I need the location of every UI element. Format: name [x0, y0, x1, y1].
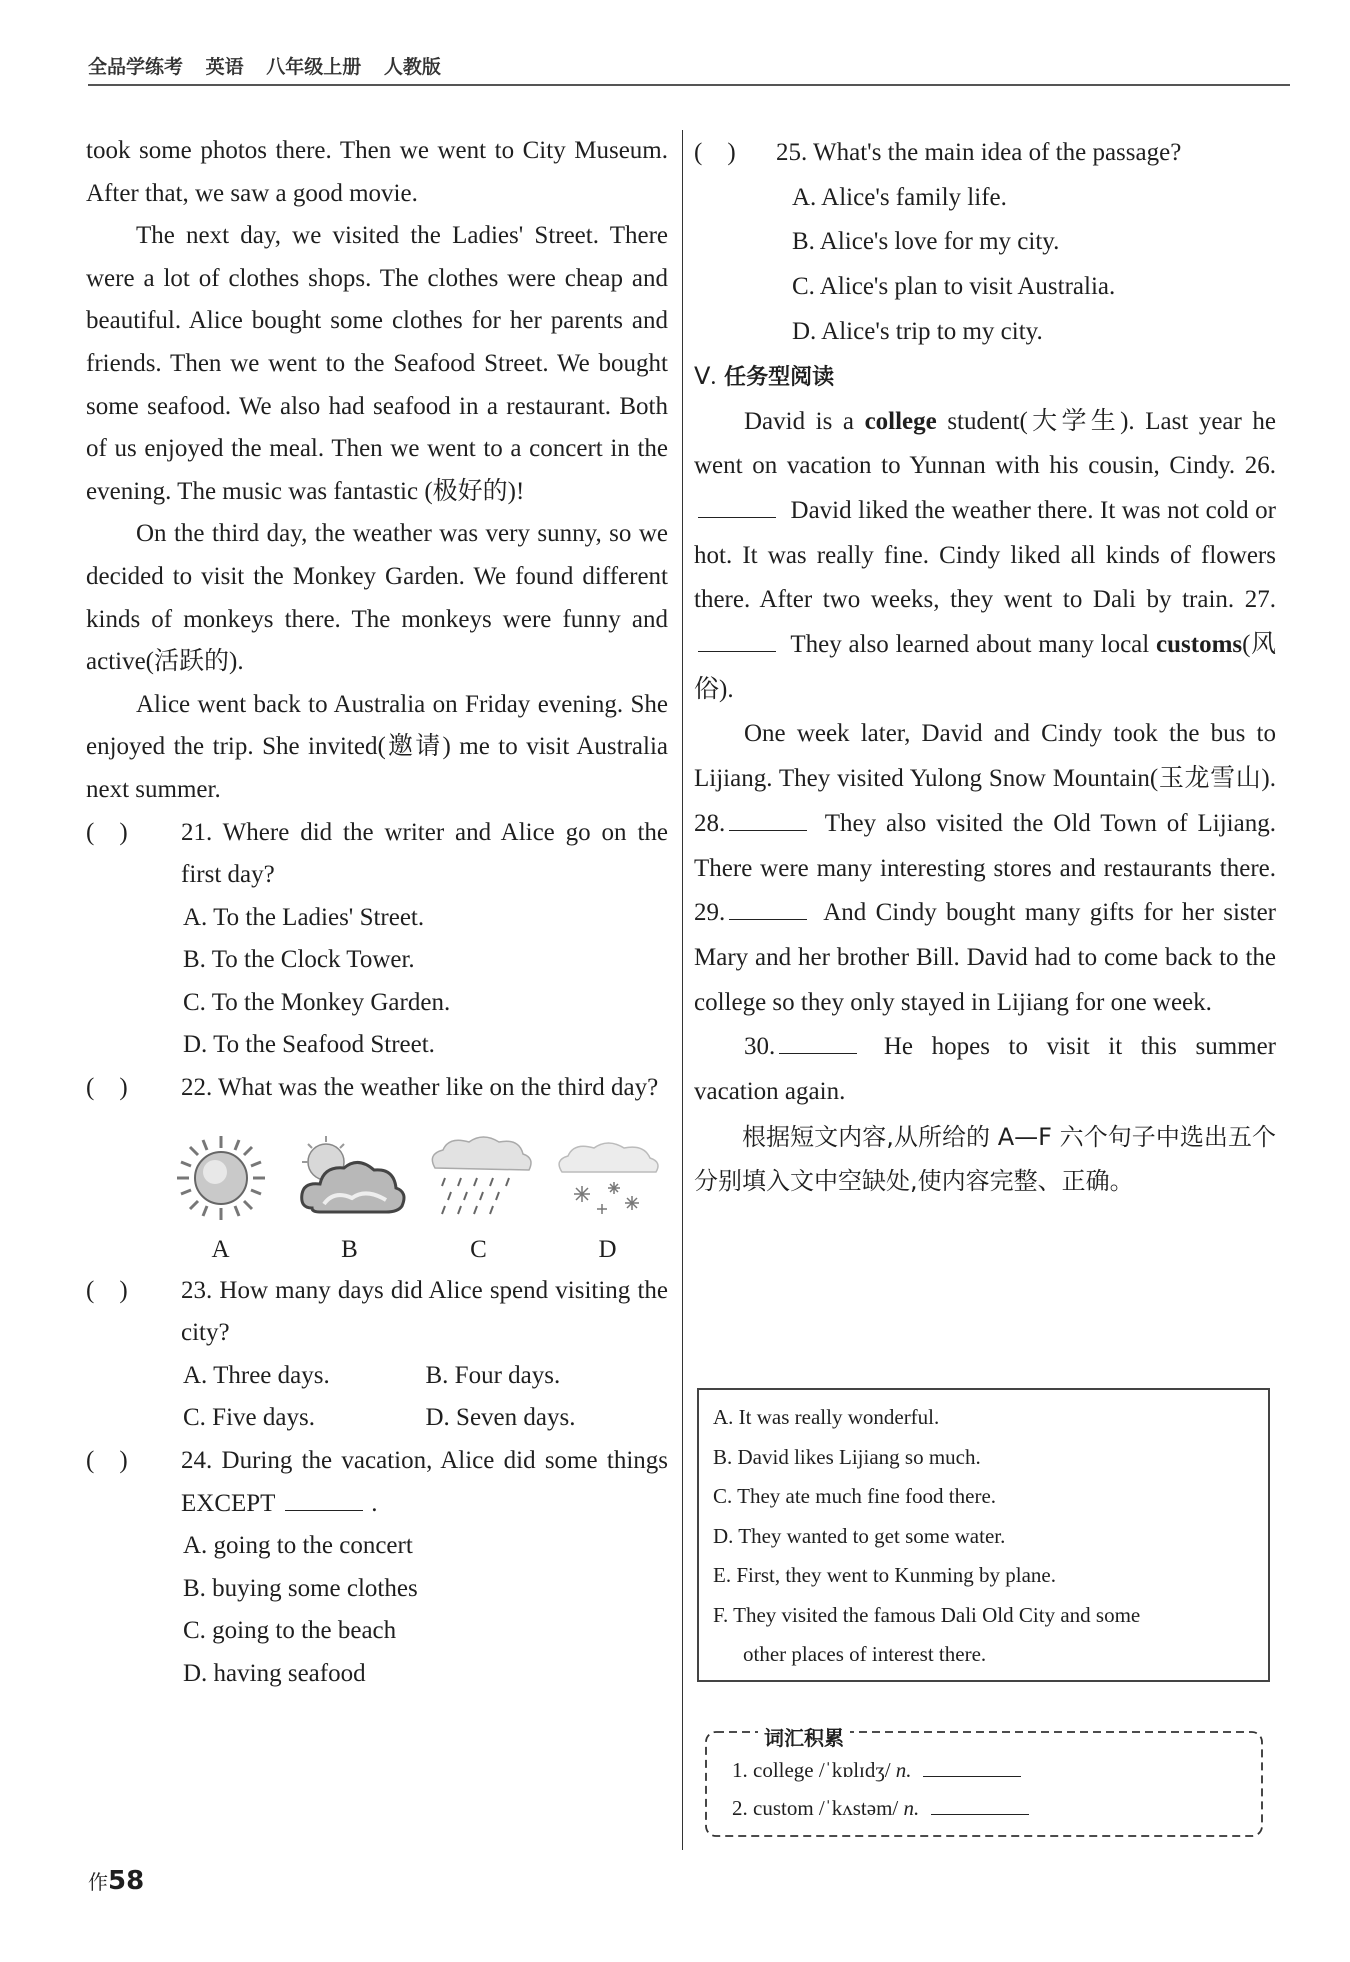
question-text [181, 1440, 668, 1525]
option-label: A [211, 1235, 230, 1263]
weather-option-b [289, 1132, 410, 1264]
blank-number: 30. [744, 1033, 776, 1061]
option-d: D. Alice's trip to my city. [792, 317, 1043, 345]
text: And Cindy bought many gifts for her sister Mary and her brother Bill. David had to come back to the college so they only stayed in Lijiang for one week. [694, 899, 1277, 1016]
answer-blank-27[interactable] [698, 629, 776, 652]
option-c: C. Alice's plan to visit Australia. [792, 273, 1116, 301]
vocabulary-box [702, 1716, 1268, 1841]
question-text-after: . [371, 1489, 378, 1517]
vocab-number: 1. [732, 1758, 748, 1782]
answer-bracket[interactable]: ( ) [86, 818, 128, 846]
question-text: 21. Where did the writer and Alice go on the first day? [181, 818, 668, 889]
vocab-pos: n. [903, 1796, 920, 1820]
question-24 [86, 1440, 668, 1525]
right-column [694, 131, 1276, 1204]
vocab-pos: n. [895, 1758, 912, 1782]
text: (风俗). [694, 631, 1276, 703]
weather-options [86, 1132, 668, 1264]
choice-e: E. First, they went to Kunming by plane. [713, 1563, 1056, 1587]
option-d: D. Seven days. [425, 1404, 576, 1432]
text: student(大学生). Last year he went on vacation to Yunnan with his cousin, Cindy. [694, 407, 1277, 480]
answer-bracket[interactable]: ( ) [86, 1447, 128, 1475]
answer-bracket[interactable]: ( ) [694, 139, 736, 166]
answer-bracket[interactable]: ( ) [86, 1074, 128, 1102]
choices-box [697, 1388, 1270, 1682]
section-heading [694, 355, 1276, 400]
header-subject: 英语 [205, 56, 244, 78]
page-number-value: 58 [108, 1866, 145, 1896]
option-a: A. Three days. [183, 1361, 330, 1389]
vocabulary-title: 词汇积累 [758, 1722, 850, 1751]
vocab-word: custom [753, 1796, 814, 1820]
text: David liked the weather there. It was not cold or hot. It was really fine. Cindy liked all kinds of flowers there. After two weeks, they went to Dali by train. [694, 496, 1277, 614]
option-b: B. buying some clothes [183, 1574, 418, 1602]
option-c: C. going to the beach [183, 1617, 397, 1645]
section-numeral: Ⅴ. [694, 363, 717, 390]
blank-number: 28. [694, 809, 726, 837]
question-text-before: 24. During the vacation, Alice did some things EXCEPT [181, 1447, 668, 1517]
task-paragraph-3 [694, 1025, 1276, 1114]
blank-number: 29. [694, 899, 726, 927]
header-divider [88, 84, 1290, 86]
text: One week later, David and Cindy took the bus to Lijiang. They visited Yulong Snow Mountain(玉龙雪山). [694, 720, 1276, 793]
text: He hopes to visit it this summer vacation again. [694, 1033, 1277, 1106]
passage-paragraph: On the third day, the weather was very sunny, so we decided to visit the Monkey Garden. We found different kinds of monkeys there. The monkeys were funny and active(活跃的). [86, 520, 668, 676]
cloudy-icon [290, 1132, 410, 1224]
choice-f: F. They visited the famous Dali Old City and some [713, 1602, 1141, 1627]
choice-b: B. David likes Lijiang so much. [713, 1444, 981, 1469]
answer-blank-29[interactable] [729, 897, 807, 920]
question-25 [694, 131, 1276, 176]
page-header [88, 52, 457, 79]
option-d: D. To the Seafood Street. [183, 1031, 435, 1059]
text: They also visited the Old Town of Lijiang. There were many interesting stores and restaurants there. [694, 809, 1276, 882]
vocab-phonetic: /ˈkʌstəm/ [818, 1796, 899, 1820]
column-divider [682, 130, 683, 1850]
vocab-answer-line[interactable] [923, 1776, 1021, 1777]
task-paragraph-2 [694, 712, 1276, 1025]
vocab-number: 2. [732, 1796, 748, 1820]
header-grade: 八年级上册 [266, 56, 362, 78]
choice-d: D. They wanted to get some water. [713, 1523, 1006, 1548]
option-a: A. Alice's family life. [792, 183, 1007, 211]
vocab-answer-line[interactable] [931, 1814, 1029, 1815]
left-column [86, 130, 668, 1696]
task-paragraph-1 [694, 400, 1276, 713]
option-d: D. having seafood [183, 1660, 366, 1687]
choice-a: A. It was really wonderful. [713, 1405, 940, 1429]
question-21 [86, 812, 668, 897]
option-a: A. going to the concert [183, 1532, 413, 1560]
choice-f-continued: other places of interest there. [743, 1642, 987, 1666]
question-text: 23. How many days did Alice spend visiting the city? [181, 1276, 668, 1347]
option-b: B. Four days. [425, 1361, 561, 1389]
question-22 [86, 1067, 668, 1110]
task-instruction: 根据短文内容,从所给的 A—F 六个句子中选出五个分别填入文中空缺处,使内容完整、正确。 [694, 1122, 1276, 1196]
option-label: D [598, 1235, 617, 1263]
question-23 [86, 1270, 668, 1355]
header-edition: 人教版 [383, 56, 441, 78]
answer-blank-30[interactable] [779, 1031, 857, 1054]
option-label: C [470, 1235, 487, 1263]
answer-bracket[interactable]: ( ) [86, 1276, 128, 1304]
option-b: B. Alice's love for my city. [792, 228, 1060, 256]
header-series: 全品学练考 [88, 56, 184, 78]
answer-blank-26[interactable] [698, 495, 776, 518]
weather-option-a [160, 1132, 281, 1264]
keyword-customs: customs [1156, 631, 1243, 659]
answer-blank[interactable] [285, 1488, 363, 1511]
sun-icon [173, 1132, 269, 1224]
weather-option-c [418, 1132, 539, 1264]
option-c: C. To the Monkey Garden. [183, 988, 451, 1016]
blank-number: 26. [1244, 452, 1277, 480]
weather-option-d [547, 1132, 668, 1264]
answer-blank-28[interactable] [729, 808, 807, 831]
options-row [86, 1355, 668, 1398]
question-text: 25. What's the main idea of the passage? [776, 139, 1182, 166]
page-prefix: 作 [88, 1870, 108, 1894]
snow-icon [548, 1132, 668, 1224]
options-row [86, 1397, 668, 1440]
choice-c: C. They ate much fine food there. [713, 1484, 997, 1508]
vocab-item-1 [732, 1758, 1021, 1783]
vocab-item-2 [732, 1796, 1029, 1821]
rain-icon [419, 1132, 539, 1224]
passage-paragraph: took some photos there. Then we went to City Museum. After that, we saw a good movie. [86, 137, 668, 207]
option-b: B. To the Clock Tower. [183, 946, 415, 974]
blank-number: 27. [1244, 586, 1276, 614]
text: They also learned about many local [790, 631, 1150, 659]
keyword-college: college [864, 407, 937, 435]
text: David is a [744, 407, 854, 435]
option-label: B [341, 1235, 358, 1263]
passage-paragraph: Alice went back to Australia on Friday evening. She enjoyed the trip. She invited(邀请) me to visit Australia next summer. [86, 690, 668, 803]
option-c: C. Five days. [183, 1404, 315, 1432]
passage-paragraph: The next day, we visited the Ladies' Street. There were a lot of clothes shops. The clothes were cheap and beautiful. Alice bought some clothes for her parents and friends. Then we went to the Seafood Street. We bought some seafood. We also had seafood in a restaurant. Both of us enjoyed the meal. Then we went to a concert in the evening. The music was fantastic (极好的)! [86, 222, 668, 505]
section-title: 任务型阅读 [724, 364, 835, 390]
page-number [88, 1866, 144, 1896]
vocab-word: college [753, 1758, 814, 1782]
option-a: A. To the Ladies' Street. [183, 903, 425, 931]
question-text: 22. What was the weather like on the third day? [181, 1074, 659, 1102]
vocab-phonetic: /ˈkɒlɪdʒ/ [818, 1758, 891, 1782]
